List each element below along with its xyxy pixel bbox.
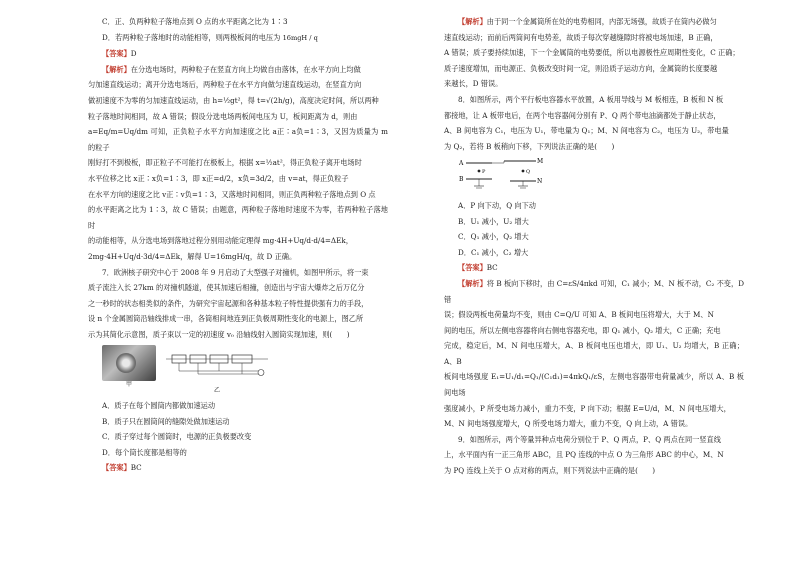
question-line: 之一秒时的状态相类似的条件，为研究宇宙起源和各种基本粒子特性提供强有力的手段，: [88, 298, 369, 308]
option-b: B．U₁ 减小，U₂ 增大: [458, 216, 529, 226]
analysis-line: 水平位移之比 x正∶x负=1∶3，即 x正=d/2，x负=3d/2，由 v=at，得正负粒子: [88, 173, 349, 183]
question-line: 示为其简化示意图，质子束以一定的初速度 v₀ 沿轴线射入圆筒实现加速，则( ): [88, 329, 350, 339]
question-9: [444, 432, 744, 479]
answer-2: [88, 460, 388, 476]
option-b: B．质子只在圆筒间的缝隙处做加速运动: [102, 416, 230, 426]
analysis-line: 速直线运动；而前后两筒间有电势差，故质子每次穿越缝隙时将被电场加速，B 正确，: [444, 32, 718, 42]
analysis-line: 质子速度增加，而电源正、负极改变时间一定，则沿质子运动方向，金属筒的长度要越: [444, 63, 718, 73]
analysis-line: 板间电场强度 E₁=U₁/d₁=Q₁/(C₁d₁)=4πkQ₁/εS，左侧电容器带电荷量减少，所以 A、B 板间电场: [444, 372, 744, 398]
question-line: 上，水平面内有一正三角形 ABC，且 PQ 连线的中点 O 为三角形 ABC 的中心，M、N: [444, 450, 724, 460]
analysis-line: 误；假设两板电荷量均不变，则由 C=Q/U 可知 A、B 板间电压将增大，大于 M、N: [444, 310, 714, 320]
question-7-figures: [102, 345, 388, 395]
option-c: C．质子穿过每个圆筒时，电源的正负极要改变: [102, 432, 252, 442]
analysis-7: [444, 14, 744, 92]
answer-1: [88, 46, 388, 62]
option-d: D．每个筒长度都是相等的: [102, 447, 187, 457]
question-line: 9．如图所示，两个等量异种点电荷分别位于 P、Q 两点，P、Q 两点在同一竖直线: [458, 434, 721, 444]
figure-jia: [102, 345, 156, 389]
analysis-tag: 【解析】: [458, 17, 487, 26]
analysis-line: 【解析】将 B 板向下移时，由 C=εS/4πkd 可知，C₁ 减小；M、N 板不动，C₂ 不变，D 错: [444, 278, 744, 304]
svg-text:Q: Q: [526, 169, 531, 176]
option-d-prefix: D．若两种粒子落地时的动能相等，则两极板间的电压为: [102, 32, 281, 42]
analysis-line: 完成，稳定后，M、N 间电压增大，A、B 板间电压也增大，即 U₁、U₂ 均增大，B 正确；A、B: [444, 341, 744, 366]
analysis-line: M、N 间电场强度增大，Q 所受电场力增大，重力不变，Q 向上动，A 错误。: [444, 419, 693, 429]
analysis-line: 2mg·4H+Uq/d·3d/4=ΔEk，解得 U=16mgH/q，故 D 正确。: [88, 251, 297, 261]
analysis-line: a=Eq/m=Uq/dm 可知，正负粒子水平方向加速度之比 a正∶a负=1∶3，又因为质量为 m 的粒子: [88, 127, 388, 152]
question-line: A、B 间电容为 C₁，电压为 U₁，带电量为 Q₁；M、N 间电容为 C₂，电压为 U₂，带电量: [444, 126, 729, 136]
question-line: 设 n 个金属圆筒沿轴线排成一串，各筒相间地连到正负极周期性变化的电源上，图乙所: [88, 314, 364, 324]
capacitor-diagram: [458, 156, 542, 190]
analysis-line: 【解析】在分选电场时，两种粒子在竖直方向上均做自由落体，在水平方向上均做: [102, 64, 361, 74]
figure-jia-caption: 甲: [125, 381, 132, 389]
analysis-line: 匀加速直线运动；离开分选电场后，两种粒子在水平方向做匀速直线运动，在竖直方向: [88, 80, 362, 90]
question-line: 为 Q₂，若将 B 板稍向下移，下列说法正确的是( ): [444, 141, 615, 151]
analysis-line: 间的电压，所以左侧电容器将向右侧电容器充电，即 Q₁ 减小，Q₂ 增大，C 正确；充电: [444, 325, 721, 335]
svg-text:A: A: [459, 160, 464, 168]
svg-text:N: N: [537, 178, 543, 186]
figure-yi-caption: 乙: [213, 387, 220, 395]
analysis-line: 刚好打不到极板，即正粒子不可能打在极板上，根据 x=½at²，得正负粒子离开电场时: [88, 158, 362, 168]
question-line: 8．如图所示，两个平行板电容器水平放置，A 板用导线与 M 板相连，B 板和 N 板: [458, 94, 724, 104]
accelerator-diagram: [162, 345, 272, 381]
analysis-tag: 【解析】: [458, 278, 487, 288]
answer-tag: 【答案】: [458, 263, 487, 273]
question-7: [88, 265, 388, 343]
answer-value: BC: [130, 463, 142, 473]
question-line: 为 PQ 连线上关于 O 点对称的两点，则下列说法中正确的是( ): [444, 466, 656, 476]
answer-tag: 【答案】: [102, 463, 131, 473]
answer-8: [444, 260, 744, 276]
question-line: 7．欧洲核子研究中心于 2008 年 9 月启动了大型强子对撞机，如图甲所示，将一束: [102, 267, 369, 277]
analysis-line: 在水平方向的速度之比 v正∶v负=1∶3，又落地时间相同，则正负两种粒子落地点到 O 点: [88, 189, 376, 199]
option-c-text: C．正、负两种粒子落地点到 O 点的水平距离之比为 1∶3: [102, 17, 288, 26]
left-column: [88, 14, 388, 476]
option-d-text: [88, 30, 388, 47]
question-7-options: [88, 398, 388, 460]
svg-text:M: M: [537, 158, 544, 166]
answer-value: BC: [486, 263, 498, 273]
option-c: C．Q₁ 减小，Q₂ 增大: [458, 232, 529, 242]
question-8-options: [444, 198, 744, 260]
analysis-tag: 【解析】: [102, 64, 131, 74]
option-a: A．P 向下动，Q 向下动: [458, 200, 536, 210]
answer-tag: 【答案】: [102, 49, 131, 59]
svg-text:P: P: [482, 169, 486, 176]
analysis-line: 强度减小，P 所受电场力减小，重力不变，P 向下动；根据 E=U/d，M、N 间电压增大，: [444, 403, 731, 413]
right-column: [444, 14, 744, 479]
analysis-line: 的水平距离之比为 1∶3，故 C 错误；由题意，两种粒子落地时速度不为零，若两种粒子落地时: [88, 205, 388, 230]
analysis-line: A 错误；质子要持续加速，下一个金属筒的电势要低，所以电源极性应周期性变化，C 正确；: [444, 48, 740, 58]
analysis-line: 粒子落地时间相同，故 A 错误；假设分选电场两板间电压为 U，板间距离为 d，则由: [88, 111, 358, 121]
figure-yi: [162, 345, 272, 395]
question-line: 都接地，让 A 板带电后，在两个电容器间分别有 P、Q 两个带电油滴都处于静止状态，: [444, 110, 721, 120]
option-d: D．C₁ 减小，C₂ 增大: [458, 247, 529, 257]
analysis-line: 做初速度不为零的匀加速直线运动，由 h=½gt²，得 t=√(2h/g)，高度决定时间，所以两种: [88, 95, 379, 105]
question-8-figure: [458, 156, 744, 196]
option-d-formula: 16mgH / q: [282, 33, 318, 42]
option-a: A．质子在每个圆筒内都做加速运动: [102, 401, 216, 411]
svg-text:B: B: [459, 176, 464, 184]
analysis-line: 来越长，D 错误。: [444, 79, 503, 89]
answer-value: D: [130, 49, 137, 59]
analysis-8: [444, 276, 744, 432]
analysis-line: 【解析】由于同一个金属筒所在处的电势相同，内部无场强，故质子在筒内必做匀: [458, 17, 717, 26]
analysis-line: 的动能相等，从分选电场到落地过程分别用动能定理得 mg·4H+Uq/d·d/4=ΔEk，: [88, 236, 353, 246]
analysis-1: [88, 62, 388, 265]
question-line: 质子流注入长 27km 的对撞机隧道，使其加速后相撞，创造出与宇宙大爆炸之后万亿分: [88, 283, 365, 293]
question-8: [444, 92, 744, 154]
collider-photo: [102, 345, 156, 381]
